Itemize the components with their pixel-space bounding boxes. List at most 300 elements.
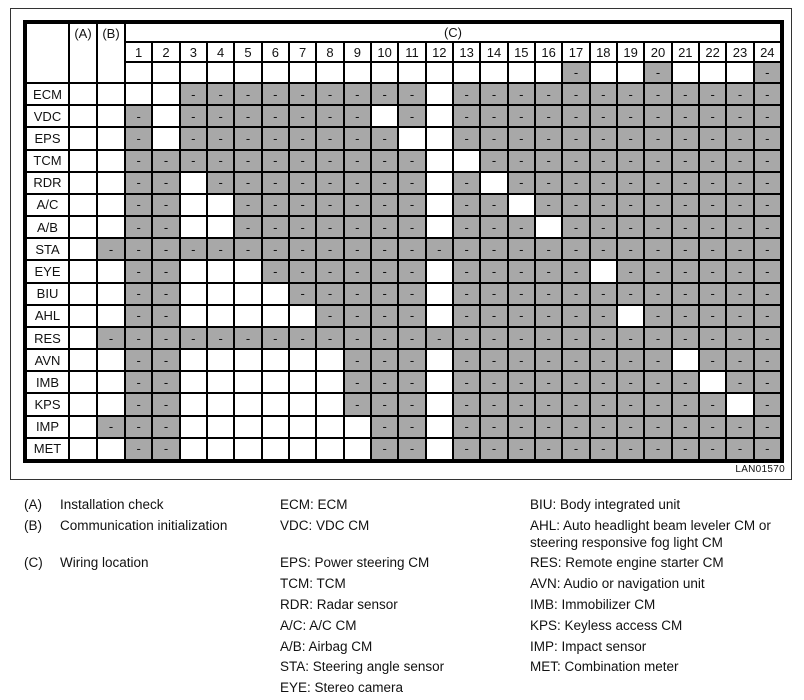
matrix-cell: - [454,417,479,437]
matrix-cell: - [700,328,725,348]
cell-b [98,439,124,459]
matrix-cell: - [345,84,370,104]
matrix-cell: - [263,128,288,148]
matrix-cell [235,417,260,437]
matrix-cell: - [317,195,342,215]
matrix-cell [427,350,452,370]
matrix-cell: - [181,84,206,104]
column-number: 16 [536,43,561,61]
cell-b [98,284,124,304]
matrix-cell: - [645,128,670,148]
matrix-cell: - [235,106,260,126]
cell-b [98,306,124,326]
matrix-cell: - [700,217,725,237]
matrix-cell: - [645,106,670,126]
matrix-cell: - [290,284,315,304]
matrix-cell: - [317,261,342,281]
matrix-cell: - [618,328,643,348]
matrix-cell: - [673,217,698,237]
matrix-cell: - [481,84,506,104]
matrix-cell: - [536,439,561,459]
matrix-cell: - [563,284,588,304]
matrix-cell: - [563,394,588,414]
column-number: 7 [290,43,315,61]
matrix-cell: - [399,417,424,437]
matrix-cell [235,439,260,459]
matrix-cell [153,128,178,148]
matrix-cell [208,261,233,281]
matrix-cell: - [673,173,698,193]
matrix-cell [290,417,315,437]
matrix-cell [263,306,288,326]
column-number: 21 [673,43,698,61]
matrix-cell: - [563,239,588,259]
matrix-cell: - [563,151,588,171]
matrix-cell [181,439,206,459]
matrix-cell: - [481,239,506,259]
matrix-cell: - [153,195,178,215]
column-number: 9 [345,43,370,61]
matrix-cell: - [372,151,397,171]
matrix-cell: - [263,173,288,193]
matrix-cell: - [399,106,424,126]
matrix-cell: - [290,195,315,215]
legend-abbr: RES: Remote engine starter CM [530,555,724,570]
row-label: VDC [27,106,68,126]
column-number: 22 [700,43,725,61]
matrix-cell: - [345,239,370,259]
matrix-cell: - [727,151,752,171]
matrix-cell: - [645,328,670,348]
row-label: EYE [27,261,68,281]
matrix-cell: - [454,84,479,104]
matrix-cell: - [563,350,588,370]
matrix-cell: - [372,328,397,348]
header-indicator-cell [317,63,342,82]
matrix-cell: - [727,439,752,459]
matrix-cell: - [645,151,670,171]
matrix-cell: - [563,217,588,237]
matrix-cell [317,372,342,392]
matrix-cell: - [153,239,178,259]
matrix-cell: - [700,284,725,304]
matrix-cell [263,284,288,304]
matrix-cell: - [481,439,506,459]
row-label: STA [27,239,68,259]
cell-b [98,151,124,171]
cell-a [70,261,96,281]
matrix-cell: - [345,372,370,392]
matrix-cell: - [755,217,780,237]
matrix-cell: - [317,328,342,348]
matrix-cell: - [427,239,452,259]
header-indicator-cell [153,63,178,82]
column-number: 3 [181,43,206,61]
matrix-cell [181,173,206,193]
matrix-cell: - [263,261,288,281]
matrix-cell: - [208,239,233,259]
matrix-cell: - [372,173,397,193]
matrix-cell: - [126,106,151,126]
matrix-cell: - [153,350,178,370]
matrix-cell: - [591,217,616,237]
matrix-cell: - [263,151,288,171]
matrix-cell: - [536,239,561,259]
matrix-cell: - [563,439,588,459]
row-label: RDR [27,173,68,193]
cell-a [70,284,96,304]
matrix-cell: - [399,151,424,171]
legend-abbr: RDR: Radar sensor [280,597,398,612]
matrix-cell: - [591,417,616,437]
matrix-cell [290,350,315,370]
matrix-cell: - [126,439,151,459]
matrix-cell: - [618,239,643,259]
legend-abbr: AHL: Auto headlight beam leveler CM or [530,518,771,533]
matrix-cell [618,306,643,326]
matrix-cell: - [727,217,752,237]
column-number: 23 [727,43,752,61]
matrix-cell [208,417,233,437]
matrix-cell [153,106,178,126]
matrix-cell: - [481,261,506,281]
matrix-cell: - [208,106,233,126]
matrix-cell [263,439,288,459]
matrix-cell: - [153,439,178,459]
matrix-cell: - [345,284,370,304]
row-label: RES [27,328,68,348]
matrix-cell: - [727,261,752,281]
matrix-cell: - [755,84,780,104]
matrix-cell: - [563,372,588,392]
matrix-cell: - [618,417,643,437]
cell-a [70,417,96,437]
legend-abbr: A/C: A/C CM [280,618,357,633]
cell-a [70,239,96,259]
matrix-cell: - [372,239,397,259]
matrix-cell: - [208,128,233,148]
matrix-cell: - [126,261,151,281]
matrix-cell: - [399,195,424,215]
matrix-cell [181,394,206,414]
matrix-cell [727,394,752,414]
matrix-cell: - [235,84,260,104]
matrix-cell: - [509,84,534,104]
matrix-cell: - [727,173,752,193]
matrix-cell: - [673,417,698,437]
matrix-cell: - [481,128,506,148]
matrix-cell [263,372,288,392]
header-indicator-cell [536,63,561,82]
matrix-cell: - [755,106,780,126]
matrix-cell: - [673,328,698,348]
cell-a [70,439,96,459]
header-indicator-cell: - [755,63,780,82]
matrix-cell [235,372,260,392]
matrix-cell [481,173,506,193]
matrix-cell [700,372,725,392]
matrix-cell: - [509,394,534,414]
matrix-cell: - [727,128,752,148]
cell-a [70,106,96,126]
legend-abbr: STA: Steering angle sensor [280,659,445,674]
matrix-cell [208,439,233,459]
matrix-cell: - [591,350,616,370]
matrix-cell: - [673,106,698,126]
matrix-cell: - [345,217,370,237]
column-number: 20 [645,43,670,61]
matrix-cell [427,284,452,304]
matrix-cell [290,306,315,326]
matrix-cell: - [454,106,479,126]
matrix-cell: - [727,284,752,304]
matrix-cell: - [618,106,643,126]
matrix-cell: - [372,217,397,237]
matrix-cell: - [263,328,288,348]
matrix-cell: - [481,151,506,171]
matrix-cell: - [317,128,342,148]
matrix-cell: - [345,350,370,370]
matrix-cell: - [372,439,397,459]
matrix-cell: - [153,394,178,414]
matrix-cell: - [645,173,670,193]
matrix-cell [290,394,315,414]
matrix-cell: - [536,372,561,392]
legend-abbr: steering responsive fog light CM [530,535,723,550]
matrix-cell [345,439,370,459]
header-indicator-cell: - [563,63,588,82]
matrix-cell: - [481,417,506,437]
matrix-cell: - [673,439,698,459]
matrix-cell: - [235,217,260,237]
matrix-cell: - [700,128,725,148]
matrix-cell: - [345,261,370,281]
matrix-cell: - [399,350,424,370]
row-label: MET [27,439,68,459]
header-indicator-cell [618,63,643,82]
header-indicator-cell [290,63,315,82]
matrix-cell [427,417,452,437]
column-number: 10 [372,43,397,61]
matrix-cell: - [755,284,780,304]
matrix-cell: - [673,128,698,148]
matrix-cell [427,217,452,237]
matrix-cell: - [618,84,643,104]
column-number: 8 [317,43,342,61]
matrix-cell: - [399,261,424,281]
matrix-cell: - [126,394,151,414]
legend-abbr: ECM: ECM [280,497,348,512]
matrix-cell: - [399,284,424,304]
matrix-cell: - [700,350,725,370]
matrix-cell: - [372,284,397,304]
legend-abbr: EPS: Power steering CM [280,555,430,570]
matrix-cell: - [235,195,260,215]
matrix-cell: - [509,239,534,259]
matrix-cell [290,372,315,392]
matrix-cell: - [290,84,315,104]
matrix-cell: - [755,328,780,348]
matrix-cell: - [509,417,534,437]
cell-a [70,195,96,215]
matrix-cell: - [618,195,643,215]
matrix-cell [290,439,315,459]
matrix-cell: - [591,372,616,392]
cell-b [98,217,124,237]
matrix-cell [153,84,178,104]
matrix-cell [427,261,452,281]
matrix-cell: - [700,394,725,414]
row-label: EPS [27,128,68,148]
legend-item-b [24,517,227,534]
legend-mark: (B) [24,518,42,533]
matrix-cell: - [126,417,151,437]
legend [0,490,804,700]
matrix-cell: - [755,394,780,414]
matrix-cell: - [345,306,370,326]
matrix-cell [181,306,206,326]
matrix-cell [317,350,342,370]
cell-a [70,173,96,193]
header-indicator-cell [235,63,260,82]
header-indicator-cell [126,63,151,82]
matrix-cell [263,417,288,437]
header-indicator-cell [591,63,616,82]
legend-abbr: BIU: Body integrated unit [530,497,681,512]
matrix-cell: - [153,417,178,437]
matrix-cell: - [126,350,151,370]
matrix-cell: - [345,151,370,171]
matrix-cell [372,106,397,126]
matrix-cell [208,372,233,392]
matrix-cell: - [454,372,479,392]
matrix-cell: - [618,261,643,281]
matrix-cell: - [645,306,670,326]
matrix-cell: - [700,151,725,171]
matrix-cell: - [317,217,342,237]
matrix-cell: - [536,417,561,437]
matrix-cell: - [263,84,288,104]
cell-b [98,394,124,414]
matrix-cell: - [126,128,151,148]
matrix-cell: - [591,195,616,215]
matrix-cell: - [509,328,534,348]
matrix-cell: - [345,195,370,215]
column-number: 14 [481,43,506,61]
matrix-cell: - [126,306,151,326]
matrix-cell: - [317,151,342,171]
matrix-cell: - [700,84,725,104]
matrix-cell: - [509,372,534,392]
matrix-cell: - [372,261,397,281]
matrix-cell: - [454,328,479,348]
matrix-cell: - [208,151,233,171]
matrix-cell: - [673,372,698,392]
matrix-cell [235,261,260,281]
cell-b: - [98,328,124,348]
matrix-cell: - [263,195,288,215]
matrix-cell: - [618,350,643,370]
matrix-cell: - [536,306,561,326]
matrix-cell: - [755,195,780,215]
matrix-cell: - [345,106,370,126]
cell-b [98,84,124,104]
matrix-cell: - [591,106,616,126]
cell-b [98,261,124,281]
column-number: 6 [263,43,288,61]
matrix-cell: - [481,217,506,237]
matrix-cell: - [536,284,561,304]
cell-b [98,106,124,126]
matrix-cell: - [755,417,780,437]
matrix-cell: - [563,84,588,104]
matrix-cell [208,306,233,326]
matrix-cell: - [454,239,479,259]
matrix-cell: - [755,128,780,148]
header-b: (B) [98,24,124,82]
matrix-cell [235,394,260,414]
column-number: 24 [755,43,780,61]
matrix-cell [673,350,698,370]
matrix-cell: - [481,394,506,414]
matrix-cell: - [481,284,506,304]
matrix-cell: - [755,306,780,326]
matrix-cell [181,217,206,237]
matrix-cell: - [645,84,670,104]
matrix-cell: - [372,394,397,414]
cell-a [70,328,96,348]
matrix-cell: - [563,173,588,193]
matrix-cell: - [126,195,151,215]
matrix-cell: - [700,106,725,126]
legend-abbr: IMB: Immobilizer CM [530,597,656,612]
matrix-cell: - [181,328,206,348]
matrix-cell: - [673,151,698,171]
matrix-cell: - [317,106,342,126]
matrix-cell: - [673,195,698,215]
legend-text: Wiring location [60,555,149,570]
header-indicator-cell [700,63,725,82]
matrix-cell: - [290,128,315,148]
matrix-cell: - [727,372,752,392]
header-indicator-cell [481,63,506,82]
matrix-cell [263,394,288,414]
column-number: 15 [509,43,534,61]
matrix-cell: - [591,84,616,104]
matrix-cell [235,306,260,326]
matrix-cell: - [563,128,588,148]
cell-a [70,217,96,237]
matrix-cell [591,261,616,281]
matrix-cell: - [153,151,178,171]
row-label: KPS [27,394,68,414]
row-label: AHL [27,306,68,326]
matrix-cell: - [700,195,725,215]
matrix-cell: - [618,173,643,193]
matrix-cell: - [563,306,588,326]
matrix-cell [208,394,233,414]
matrix-cell: - [700,261,725,281]
matrix-cell [181,372,206,392]
matrix-cell: - [645,195,670,215]
matrix-cell: - [591,328,616,348]
matrix-cell: - [536,261,561,281]
header-indicator-cell [208,63,233,82]
matrix-cell: - [618,439,643,459]
legend-abbr: KPS: Keyless access CM [530,618,683,633]
matrix-cell: - [345,328,370,348]
row-label: A/B [27,217,68,237]
